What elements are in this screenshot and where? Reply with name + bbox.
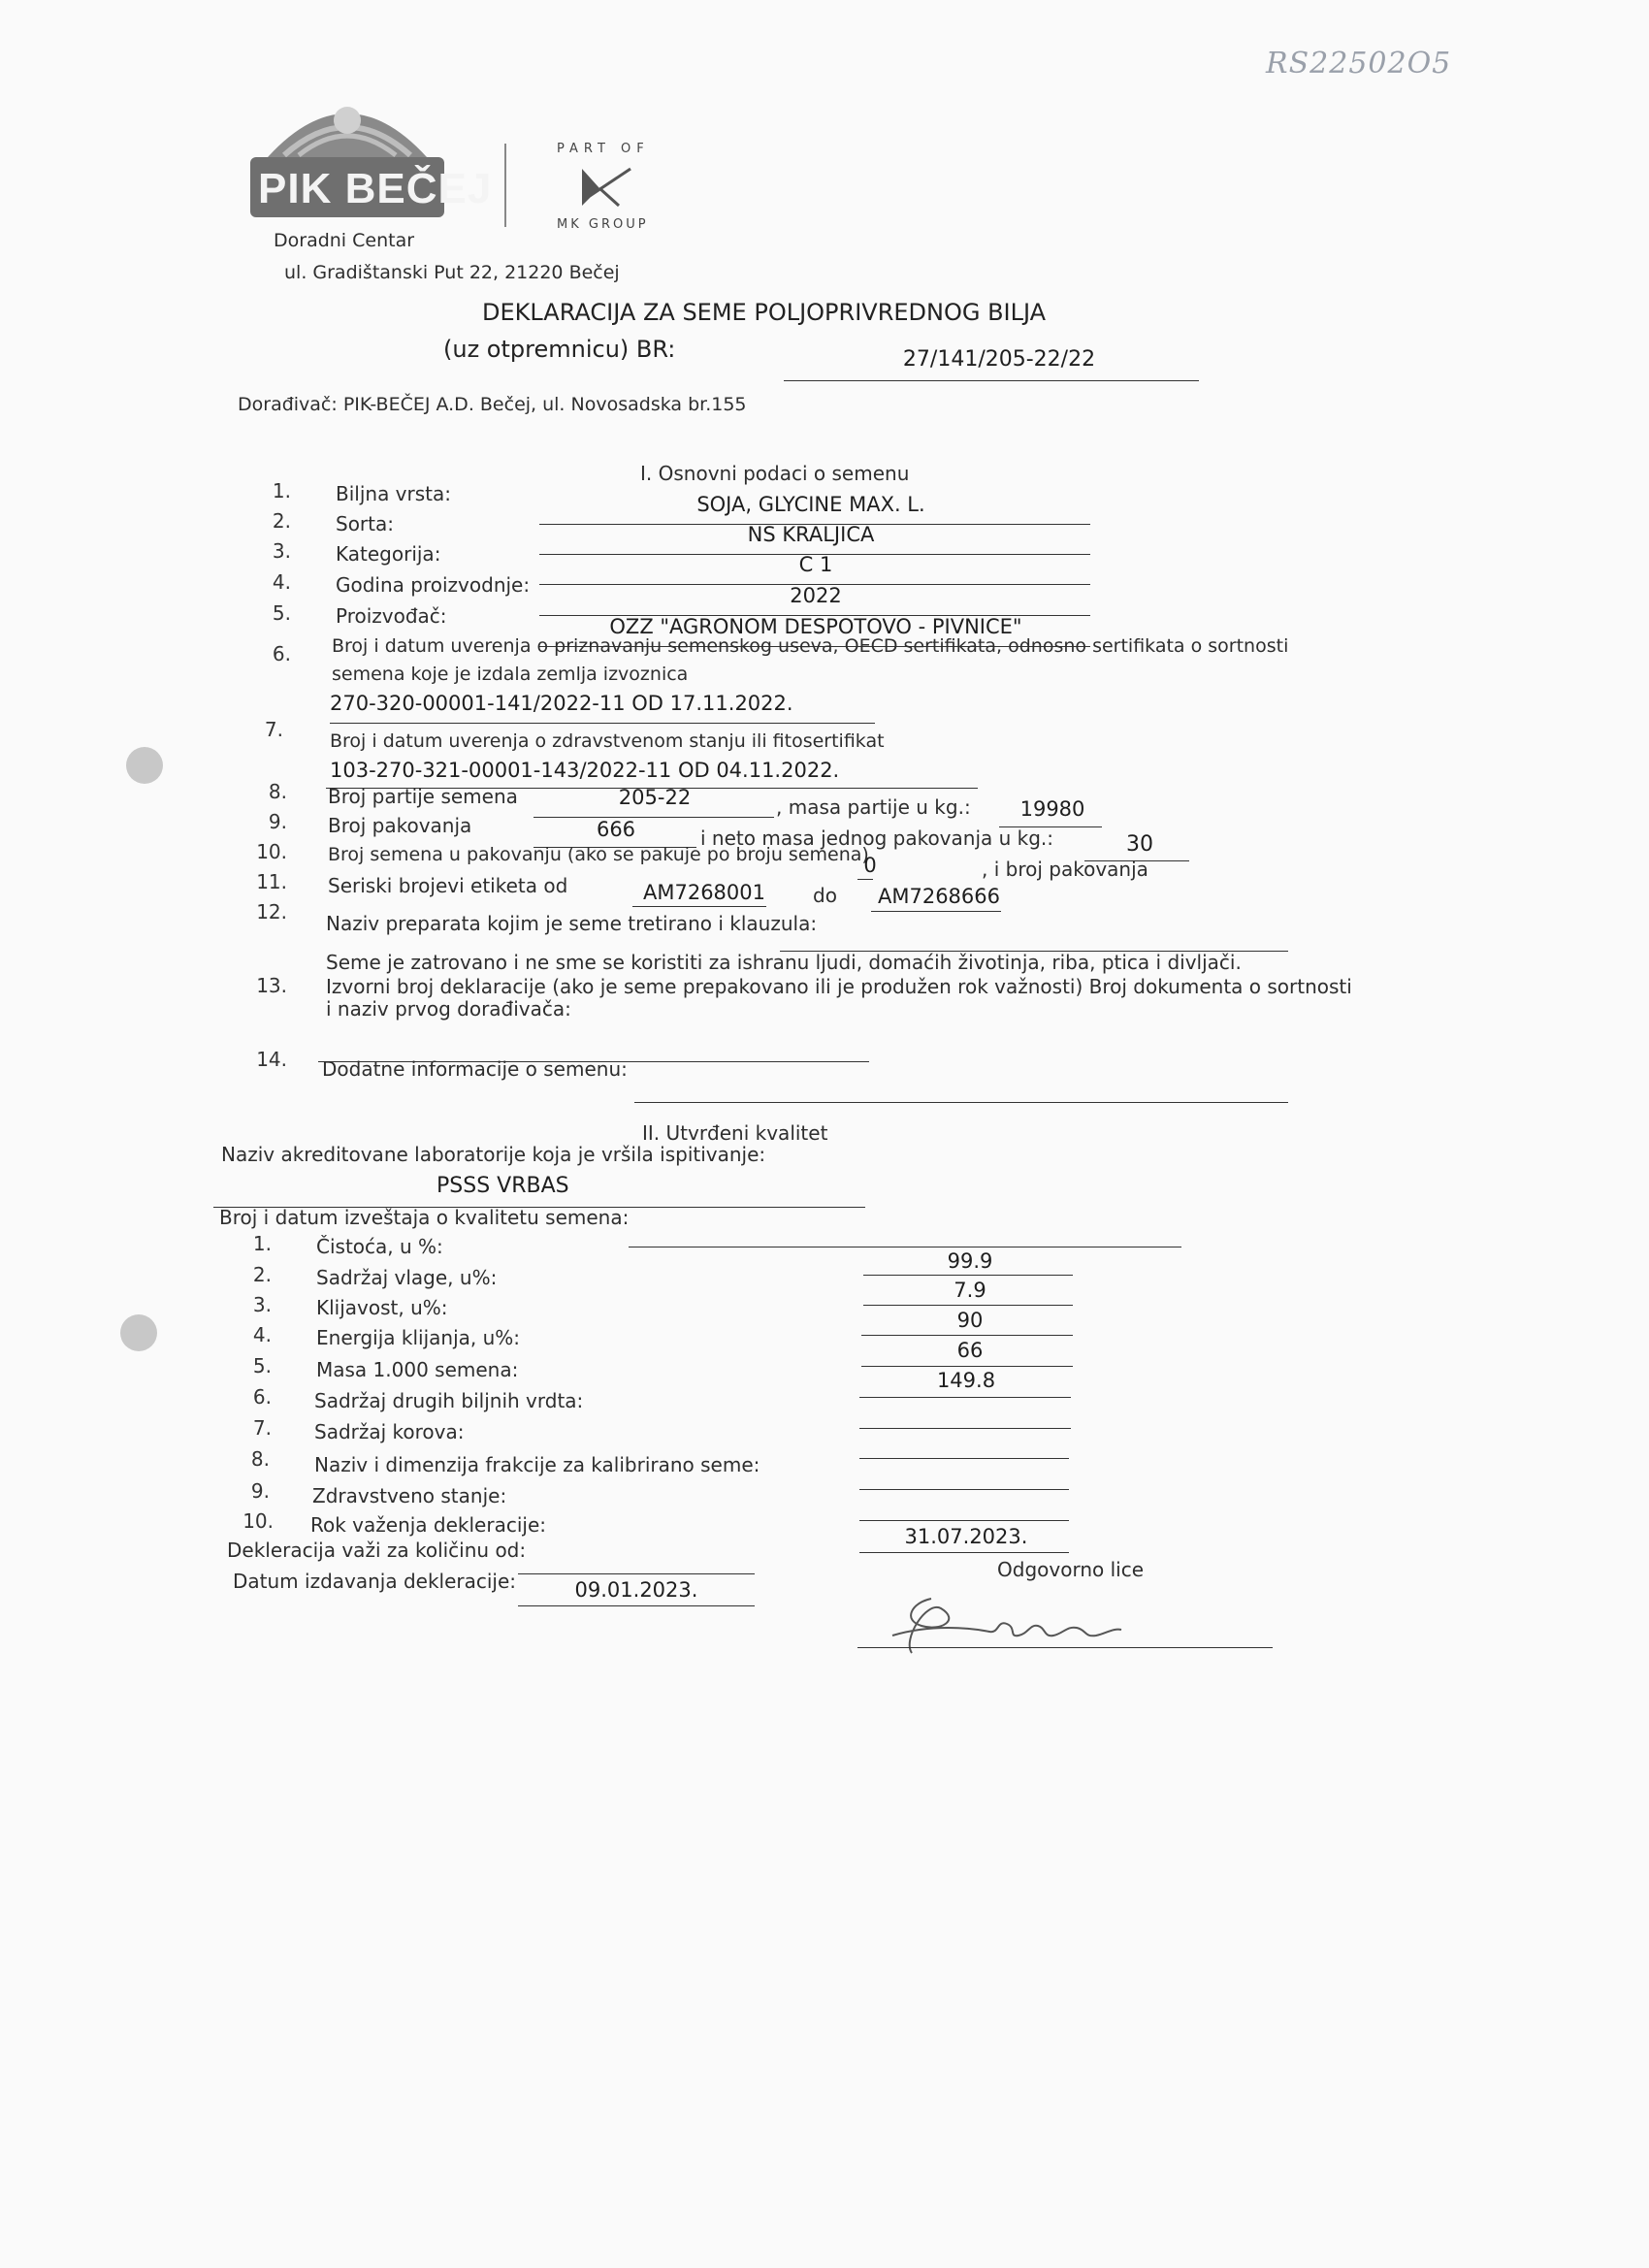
item-14-label: Dodatne informacije o semenu:	[322, 1057, 628, 1081]
quality-number: 3.	[252, 1293, 272, 1316]
value-underline	[859, 1489, 1069, 1490]
quality-label: Energija klijanja, u%:	[316, 1326, 521, 1349]
item-9-label-2: i neto masa jednog pakovanja u kg.:	[700, 826, 1054, 850]
value-underline	[863, 1275, 1073, 1276]
quality-number: 9.	[250, 1479, 270, 1503]
signature-line	[857, 1647, 1273, 1648]
value-underline	[634, 1102, 1288, 1103]
item-label: Sorta:	[336, 512, 394, 535]
item-9-label: Broj pakovanja	[328, 814, 472, 837]
quality-number: 2.	[252, 1263, 272, 1286]
lab-label: Naziv akreditovane laboratorije koja je vršila ispitivanje:	[221, 1143, 766, 1166]
punch-hole	[120, 1314, 157, 1351]
item-6-label-1: Broj i datum uverenja o priznavanju semenskog useva, OECD sertifikata, odnosno sertifikata o sortnosti	[332, 635, 1289, 657]
issue-date-label: Datum izdavanja dekleracije:	[233, 1570, 517, 1593]
item-number: 2.	[272, 509, 291, 533]
value-underline	[863, 1305, 1073, 1306]
center-name: Doradni Centar	[274, 230, 415, 251]
certificate-number: 270-320-00001-141/2022-11 OD 17.11.2022.	[330, 692, 793, 715]
item-12-label: Naziv preparata kojim je seme tretirano i klauzula:	[326, 912, 818, 935]
quality-value: 7.9	[954, 1279, 986, 1302]
value-underline	[859, 1397, 1071, 1398]
item-11-label: Seriski brojevi etiketa od	[328, 874, 568, 897]
item-6-label-2: semena koje je izdala zemlja izvoznica	[332, 664, 689, 685]
value-underline	[861, 1366, 1073, 1367]
quality-label: Sadržaj korova:	[314, 1420, 465, 1443]
quality-value: 99.9	[947, 1249, 993, 1273]
quality-value: 149.8	[936, 1369, 996, 1392]
item-label: Biljna vrsta:	[336, 482, 451, 505]
document-subtitle: (uz otpremnicu) BR:	[443, 336, 676, 363]
document-title: DEKLARACIJA ZA SEME POLJOPRIVREDNOG BILJA	[482, 299, 1047, 326]
validity-date: 31.07.2023.	[904, 1525, 1028, 1548]
label-serial-to: AM7268666	[877, 885, 1000, 908]
item-label: Godina proizvodnje:	[336, 573, 531, 597]
item-number: 10.	[256, 840, 287, 863]
section-2-heading: II. Utvrđeni kvalitet	[642, 1121, 828, 1145]
item-value: NS KRALJICA	[747, 523, 875, 546]
item-number: 7.	[264, 718, 283, 741]
item-13-label-2: i naziv prvog dorađivača:	[326, 997, 571, 1021]
issue-date: 09.01.2023.	[574, 1578, 698, 1602]
item-value: 2022	[790, 584, 842, 607]
lot-number: 205-22	[618, 786, 692, 809]
punch-hole	[126, 747, 163, 784]
quality-label: Zdravstveno stanje:	[312, 1484, 507, 1507]
quality-label: Rok važenja dekleracije:	[310, 1513, 546, 1537]
lab-name: PSSS VRBAS	[436, 1174, 569, 1198]
item-number: 5.	[272, 601, 291, 625]
value-underline	[632, 906, 766, 907]
logo-text: PIK BEČEJ	[258, 165, 493, 212]
quality-number: 5.	[252, 1354, 272, 1377]
package-net-mass: 30	[1126, 832, 1153, 857]
value-underline	[518, 1605, 755, 1606]
item-number: 11.	[256, 870, 287, 893]
quality-number: 4.	[252, 1323, 272, 1346]
quality-label: Naziv i dimenzija frakcije za kalibrirano seme:	[314, 1453, 760, 1476]
item-13-label-1: Izvorni broj deklaracije (ako je seme prepakovano ili je produžen rok važnosti) Broj dokumenta o sortnosti	[326, 975, 1352, 998]
declaration-number: 27/141/205-22/22	[902, 347, 1096, 372]
item-11-label-2: do	[813, 884, 837, 907]
treatment-clause: Seme je zatrovano i ne sme se koristiti za ishranu ljudi, domaćih životinja, riba, ptica i divljači.	[326, 951, 1242, 974]
item-value: OZZ "AGRONOM DESPOTOVO - PIVNICE"	[609, 615, 1022, 638]
item-number: 3.	[272, 539, 291, 563]
quality-label: Klijavost, u%:	[316, 1296, 448, 1319]
quality-label: Čistoća, u %:	[316, 1235, 443, 1258]
quality-label: Sadržaj vlage, u%:	[316, 1266, 498, 1289]
item-number: 1.	[272, 479, 291, 502]
seeds-per-package: 0	[863, 854, 877, 877]
quality-number: 1.	[252, 1232, 272, 1255]
item-label: Proizvođač:	[336, 604, 447, 628]
quality-number: 8.	[250, 1447, 270, 1471]
value-underline	[871, 911, 1001, 912]
company-logo	[241, 80, 493, 225]
processor-info: Dorađivač: PIK-BEČEJ A.D. Bečej, ul. Novosadska br.155	[238, 394, 747, 415]
item-number: 12.	[256, 900, 287, 923]
quality-number: 7.	[252, 1416, 272, 1440]
package-count: 666	[596, 818, 636, 841]
label-serial-from: AM7268001	[642, 881, 765, 904]
quality-value: 66	[956, 1339, 984, 1362]
quality-number: 10.	[242, 1509, 274, 1533]
item-number: 6.	[272, 642, 291, 665]
item-10-label: Broj semena u pakovanju (ako se pakuje po broju semena)	[328, 844, 869, 865]
item-label: Kategorija:	[336, 542, 441, 566]
report-label: Broj i datum izveštaja o kvalitetu semena:	[219, 1206, 630, 1229]
signature	[873, 1581, 1203, 1672]
declaration-number-underline	[784, 380, 1199, 381]
part-of-label: PART OF	[557, 142, 650, 156]
item-number: 13.	[256, 974, 287, 997]
center-address: ul. Gradištanski Put 22, 21220 Bečej	[284, 262, 620, 283]
quality-number: 6.	[252, 1385, 272, 1409]
item-number: 14.	[256, 1048, 287, 1071]
section-1-heading: I. Osnovni podaci o semenu	[640, 462, 910, 485]
value-underline	[857, 879, 873, 880]
item-number: 4.	[272, 570, 291, 594]
mk-group-logo	[580, 167, 638, 211]
phyto-certificate-number: 103-270-321-00001-143/2022-11 OD 04.11.2022.	[330, 759, 840, 782]
handwritten-ref-number: RS22502O5	[1266, 47, 1452, 81]
lot-mass: 19980	[1019, 797, 1085, 821]
logo-divider	[504, 144, 506, 227]
value-underline	[859, 1520, 1069, 1521]
item-number: 9.	[268, 810, 287, 833]
value-underline	[861, 1335, 1073, 1336]
item-8-label: Broj partije semena	[328, 785, 518, 808]
value-underline	[518, 1573, 755, 1574]
item-8-label-2: , masa partije u kg.:	[776, 795, 971, 819]
quality-label: Masa 1.000 semena:	[316, 1358, 519, 1381]
value-underline	[330, 723, 875, 724]
item-10-label-2: , i broj pakovanja	[982, 858, 1148, 881]
item-number: 8.	[268, 780, 287, 803]
value-underline	[859, 1458, 1069, 1459]
value-underline	[859, 1552, 1069, 1553]
responsible-person-label: Odgovorno lice	[997, 1558, 1144, 1581]
value-underline	[859, 1428, 1071, 1429]
item-value: C 1	[798, 553, 833, 576]
valid-quantity-label: Dekleracija važi za količinu od:	[227, 1539, 527, 1562]
quality-label: Sadržaj drugih biljnih vrdta:	[314, 1389, 584, 1412]
item-7-label: Broj i datum uverenja o zdravstvenom stanju ili fitosertifikat	[330, 730, 885, 752]
quality-value: 90	[956, 1309, 984, 1332]
item-value: SOJA, GLYCINE MAX. L.	[696, 493, 925, 516]
mk-group-label: MK GROUP	[557, 217, 649, 232]
